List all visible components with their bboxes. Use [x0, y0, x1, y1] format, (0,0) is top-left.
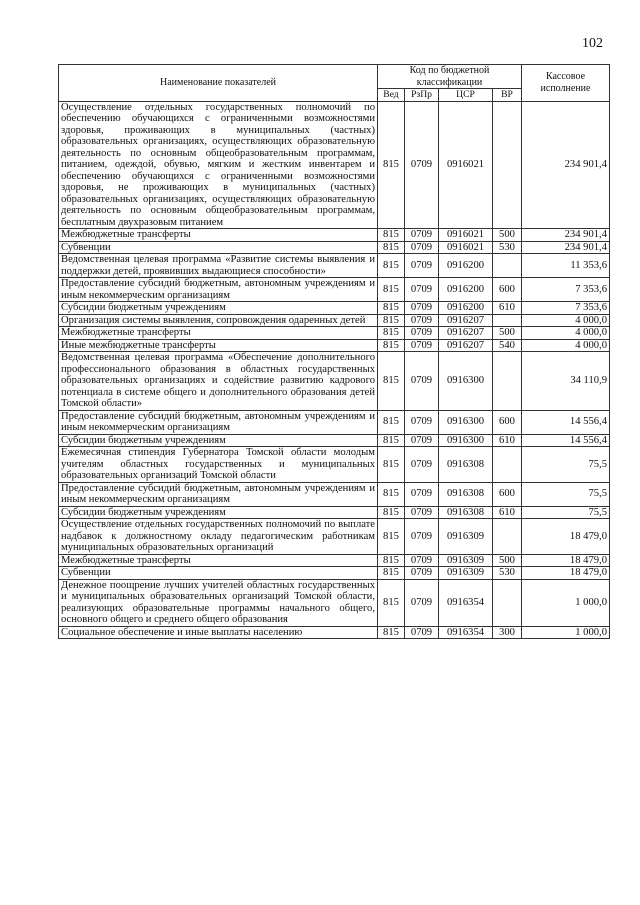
row-ved: 815 [378, 327, 405, 340]
row-amount: 4 000,0 [522, 327, 610, 340]
row-rzpr: 0709 [405, 447, 439, 483]
row-name: Субсидии бюджетным учреждениям [59, 302, 378, 315]
row-rzpr: 0709 [405, 278, 439, 302]
table-row [59, 567, 610, 580]
row-ved: 815 [378, 626, 405, 639]
row-amount: 234 901,4 [522, 229, 610, 242]
row-csr: 0916308 [439, 447, 493, 483]
row-vr: 500 [493, 327, 522, 340]
table-row [59, 626, 610, 639]
row-rzpr: 0709 [405, 554, 439, 567]
table-row [59, 278, 610, 302]
row-amount: 234 901,4 [522, 241, 610, 254]
table-row [59, 327, 610, 340]
row-name: Ведомственная целевая программа «Обеспечение дополнительного профессионального образования в областных государственных образовательных организациях и содействие развитию кадрового потенциала в системе общего и дополнительного образования детей Томской области» [59, 352, 378, 411]
row-rzpr: 0709 [405, 327, 439, 340]
row-csr: 0916207 [439, 327, 493, 340]
row-vr [493, 352, 522, 411]
row-ved: 815 [378, 410, 405, 434]
row-amount: 14 556,4 [522, 410, 610, 434]
header-amount: Кассовое исполнение [522, 65, 610, 102]
row-ved: 815 [378, 314, 405, 327]
row-name: Денежное поощрение лучших учителей областных государственных и муниципальных образовательных организаций Томской области, реализующих образовательные программы начального общего, основного общего и среднего общего образования [59, 579, 378, 626]
table-row [59, 506, 610, 519]
table-body [59, 101, 610, 639]
row-ved: 815 [378, 579, 405, 626]
table-row [59, 410, 610, 434]
row-ved: 815 [378, 278, 405, 302]
row-amount: 1 000,0 [522, 579, 610, 626]
row-name: Предоставление субсидий бюджетным, автономным учреждениям и иным некоммерческим организациям [59, 482, 378, 506]
row-amount: 1 000,0 [522, 626, 610, 639]
header-csr: ЦСР [439, 89, 493, 102]
row-vr: 600 [493, 278, 522, 302]
row-rzpr: 0709 [405, 434, 439, 447]
table-row [59, 254, 610, 278]
row-amount: 75,5 [522, 482, 610, 506]
row-amount: 4 000,0 [522, 339, 610, 352]
row-rzpr: 0709 [405, 101, 439, 229]
row-rzpr: 0709 [405, 482, 439, 506]
row-csr: 0916021 [439, 101, 493, 229]
row-name: Субвенции [59, 241, 378, 254]
row-amount: 7 353,6 [522, 278, 610, 302]
row-amount: 34 110,9 [522, 352, 610, 411]
row-amount: 7 353,6 [522, 302, 610, 315]
row-ved: 815 [378, 241, 405, 254]
row-amount: 18 479,0 [522, 554, 610, 567]
table-row [59, 352, 610, 411]
page-number: 102 [582, 36, 603, 51]
row-rzpr: 0709 [405, 519, 439, 555]
row-vr: 610 [493, 506, 522, 519]
row-vr: 610 [493, 302, 522, 315]
row-amount: 18 479,0 [522, 567, 610, 580]
row-vr [493, 519, 522, 555]
row-name: Организация системы выявления, сопровождения одаренных детей [59, 314, 378, 327]
row-vr: 610 [493, 434, 522, 447]
row-ved: 815 [378, 482, 405, 506]
row-amount: 11 353,6 [522, 254, 610, 278]
row-name: Субсидии бюджетным учреждениям [59, 434, 378, 447]
row-rzpr: 0709 [405, 352, 439, 411]
row-name: Предоставление субсидий бюджетным, автономным учреждениям и иным некоммерческим организациям [59, 278, 378, 302]
table-row [59, 482, 610, 506]
row-vr: 300 [493, 626, 522, 639]
row-amount: 75,5 [522, 447, 610, 483]
row-rzpr: 0709 [405, 579, 439, 626]
row-vr: 500 [493, 554, 522, 567]
row-vr: 500 [493, 229, 522, 242]
row-rzpr: 0709 [405, 302, 439, 315]
header-vr: ВР [493, 89, 522, 102]
row-name: Субсидии бюджетным учреждениям [59, 506, 378, 519]
table-row [59, 447, 610, 483]
row-rzpr: 0709 [405, 567, 439, 580]
row-name: Ежемесячная стипендия Губернатора Томской области молодым учителям областных государственных и муниципальных образовательных организаций Томской области [59, 447, 378, 483]
row-vr: 540 [493, 339, 522, 352]
row-name: Иные межбюджетные трансферты [59, 339, 378, 352]
row-csr: 0916308 [439, 482, 493, 506]
row-vr [493, 314, 522, 327]
row-rzpr: 0709 [405, 626, 439, 639]
row-csr: 0916300 [439, 434, 493, 447]
row-csr: 0916309 [439, 519, 493, 555]
row-vr: 530 [493, 567, 522, 580]
table-row [59, 302, 610, 315]
row-name: Осуществление отдельных государственных полномочий по обеспечению обучающихся с ограниченными возможностями здоровья, проживающих в муниципальных (частных) образовательных организациях, осуществляющих образовательную деятельность по основным общеобразовательным программам, питанием, одеждой, обувью, мягким и жестким инвентарем и обеспечению обучающихся с ограниченными возможностями здоровья, не проживающих в муниципальных (частных) образовательных организациях, осуществляющих образовательную деятельность по основным общеобразовательным программам, бесплатным двухразовым питанием [59, 101, 378, 229]
row-csr: 0916021 [439, 241, 493, 254]
table-row [59, 434, 610, 447]
budget-table [58, 64, 610, 639]
table-row [59, 554, 610, 567]
row-ved: 815 [378, 506, 405, 519]
table-row [59, 241, 610, 254]
row-ved: 815 [378, 339, 405, 352]
row-ved: 815 [378, 434, 405, 447]
row-csr: 0916200 [439, 302, 493, 315]
row-amount: 75,5 [522, 506, 610, 519]
row-vr: 600 [493, 410, 522, 434]
row-vr: 530 [493, 241, 522, 254]
table-row [59, 339, 610, 352]
row-csr: 0916309 [439, 567, 493, 580]
row-csr: 0916300 [439, 410, 493, 434]
row-csr: 0916021 [439, 229, 493, 242]
row-ved: 815 [378, 302, 405, 315]
row-vr [493, 101, 522, 229]
row-name: Осуществление отдельных государственных полномочий по выплате надбавок к должностному окладу педагогическим работникам муниципальных образовательных организаций [59, 519, 378, 555]
row-ved: 815 [378, 254, 405, 278]
row-csr: 0916309 [439, 554, 493, 567]
row-ved: 815 [378, 101, 405, 229]
row-name: Субвенции [59, 567, 378, 580]
header-name: Наименование показателей [59, 65, 378, 102]
row-vr [493, 579, 522, 626]
row-csr: 0916207 [439, 339, 493, 352]
row-csr: 0916207 [439, 314, 493, 327]
row-rzpr: 0709 [405, 506, 439, 519]
row-csr: 0916200 [439, 278, 493, 302]
row-ved: 815 [378, 229, 405, 242]
header-rzpr: РзПр [405, 89, 439, 102]
row-name: Социальное обеспечение и иные выплаты населению [59, 626, 378, 639]
row-csr: 0916354 [439, 579, 493, 626]
table-row [59, 101, 610, 229]
row-rzpr: 0709 [405, 314, 439, 327]
row-rzpr: 0709 [405, 339, 439, 352]
row-csr: 0916308 [439, 506, 493, 519]
row-ved: 815 [378, 519, 405, 555]
row-rzpr: 0709 [405, 410, 439, 434]
row-vr [493, 447, 522, 483]
row-csr: 0916200 [439, 254, 493, 278]
row-rzpr: 0709 [405, 229, 439, 242]
row-vr [493, 254, 522, 278]
row-amount: 18 479,0 [522, 519, 610, 555]
row-vr: 600 [493, 482, 522, 506]
header-ved: Вед [378, 89, 405, 102]
header-code-group: Код по бюджетной классификации [378, 65, 522, 89]
row-csr: 0916354 [439, 626, 493, 639]
row-name: Межбюджетные трансферты [59, 554, 378, 567]
row-name: Ведомственная целевая программа «Развитие системы выявления и поддержки детей, проявивших выдающиеся способности» [59, 254, 378, 278]
table-row [59, 579, 610, 626]
row-ved: 815 [378, 554, 405, 567]
row-name: Предоставление субсидий бюджетным, автономным учреждениям и иным некоммерческим организациям [59, 410, 378, 434]
row-ved: 815 [378, 352, 405, 411]
row-rzpr: 0709 [405, 254, 439, 278]
table-row [59, 314, 610, 327]
row-amount: 234 901,4 [522, 101, 610, 229]
row-ved: 815 [378, 567, 405, 580]
row-name: Межбюджетные трансферты [59, 327, 378, 340]
row-ved: 815 [378, 447, 405, 483]
row-csr: 0916300 [439, 352, 493, 411]
row-name: Межбюджетные трансферты [59, 229, 378, 242]
table-row [59, 519, 610, 555]
row-rzpr: 0709 [405, 241, 439, 254]
row-amount: 14 556,4 [522, 434, 610, 447]
row-amount: 4 000,0 [522, 314, 610, 327]
table-row [59, 229, 610, 242]
